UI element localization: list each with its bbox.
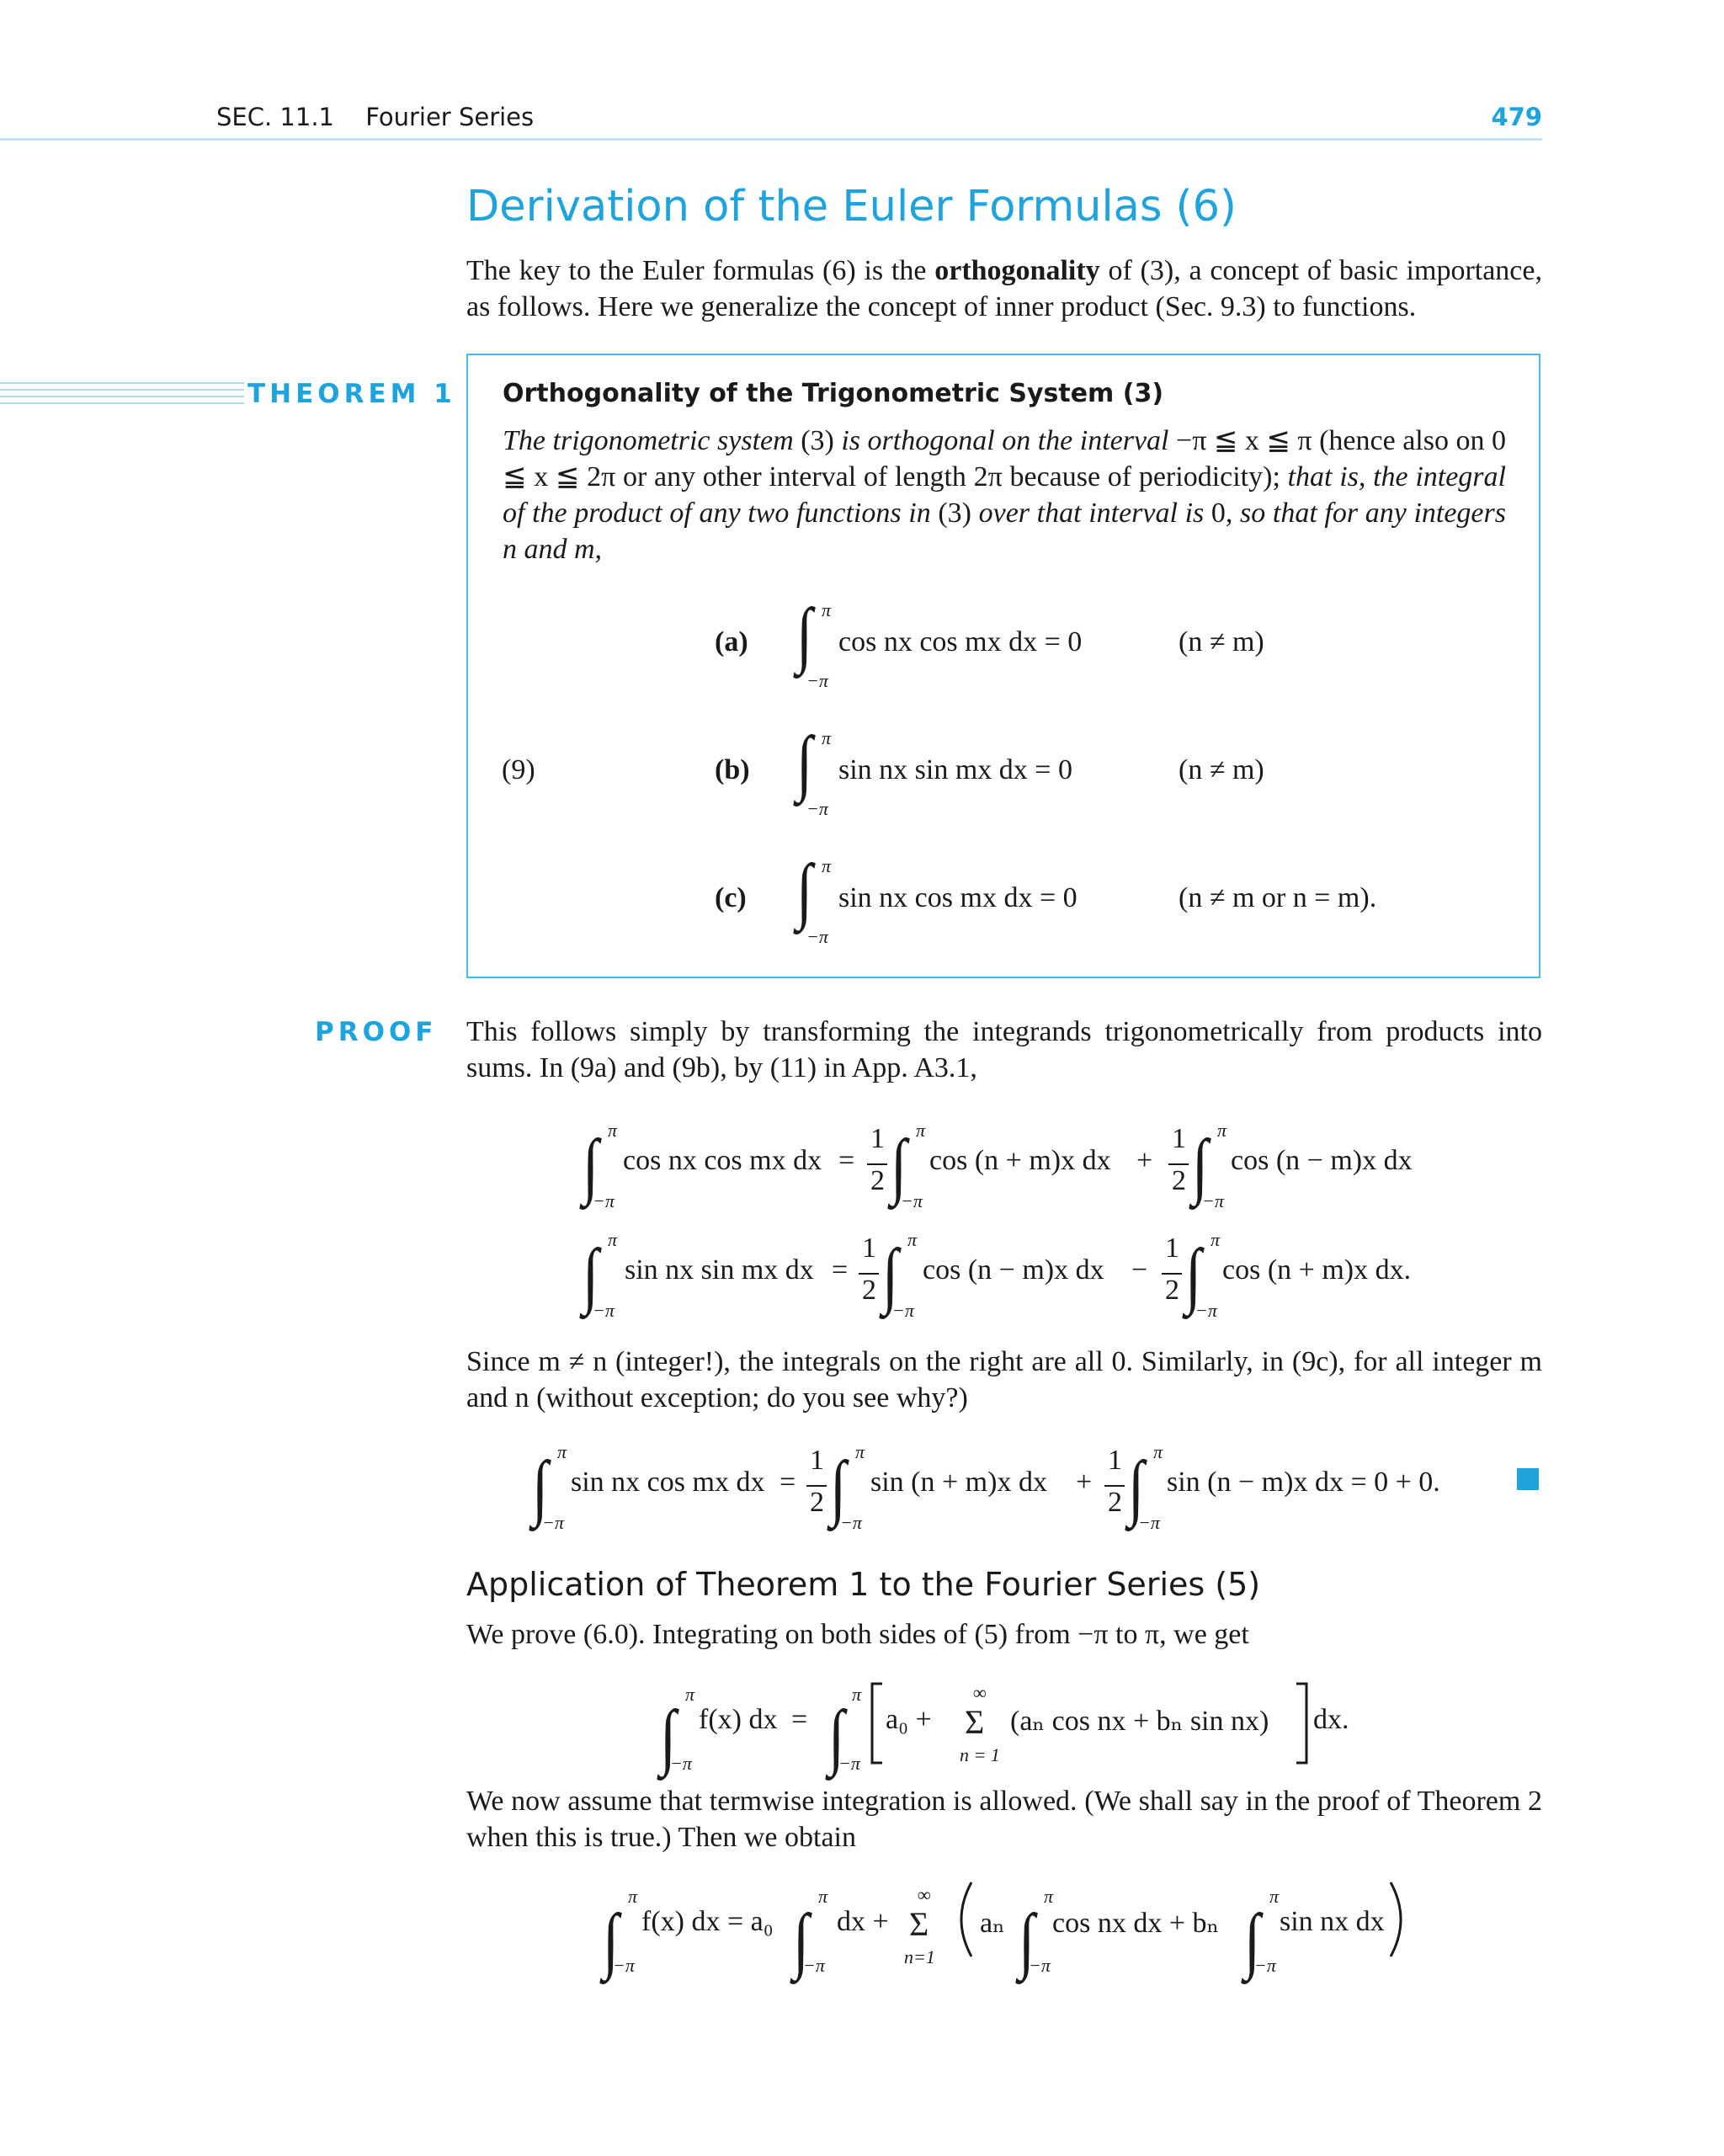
application-eq2-an: aₙ <box>980 1908 1005 1939</box>
fraction-numerator: 1 <box>1165 1232 1179 1264</box>
upper-bound: π <box>822 855 832 876</box>
proof-label: PROOF <box>315 1017 438 1047</box>
left-paren <box>961 1882 971 1956</box>
integral-sign: ∫ <box>793 1900 810 1982</box>
lower-bound: −π <box>593 1190 615 1211</box>
plus-sign: + <box>1076 1467 1093 1498</box>
page-number: 479 <box>1491 103 1542 131</box>
lower-bound: −π <box>901 1190 923 1211</box>
fraction-denominator: 2 <box>862 1275 876 1306</box>
theorem-integrand-c: sin nx cos mx dx = 0 <box>838 882 1078 913</box>
equals-sign: = <box>838 1145 855 1176</box>
integral-sign: ∫ <box>1019 1900 1035 1982</box>
proof-eq3-term1: sin (n + m)x dx <box>870 1467 1047 1498</box>
theorem-condition-c: (n ≠ m or n = m). <box>1179 882 1377 913</box>
fraction-denominator: 2 <box>1108 1487 1122 1518</box>
fraction-numerator: 1 <box>810 1445 824 1476</box>
integral-sign: ∫ <box>830 1447 847 1529</box>
equals-sign: = <box>780 1467 796 1498</box>
integral-sign: ∫ <box>660 1696 677 1778</box>
application-paragraph-2: We now assume that termwise integration is allowed. (We shall say in the proof of Theorem 2 when this is true.) Then we obtain <box>466 1786 1542 1853</box>
lower-bound: −π <box>806 926 828 947</box>
proof-paragraph-2: Since m ≠ n (integer!), the integrals on the right are all 0. Similarly, in (9c), for all integer m and n (without exception; do you see why?) <box>466 1346 1542 1413</box>
theorem-condition-a: (n ≠ m) <box>1179 626 1264 657</box>
theorem-condition-b: (n ≠ m) <box>1179 754 1264 785</box>
application-eq2-mid: cos nx dx + bₙ <box>1052 1908 1220 1939</box>
lower-bound: −π <box>593 1300 615 1321</box>
lower-bound: −π <box>670 1753 692 1774</box>
proof-eq2-term1: cos (n − m)x dx <box>923 1254 1104 1286</box>
proof-eq2-term2: cos (n + m)x dx. <box>1222 1254 1412 1286</box>
intro-text-end: of (3), a concept of basic importance, as follows. Here we generalize the concept of inner product (Sec. 9.3) to functions. <box>466 255 1542 322</box>
integral-sign: ∫ <box>891 1126 907 1207</box>
upper-bound: π <box>818 1886 828 1907</box>
integral-sign: ∫ <box>796 850 813 932</box>
lower-bound: −π <box>806 670 828 691</box>
subsection-heading: Application of Theorem 1 to the Fourier Series (5) <box>466 1566 1261 1603</box>
theorem-integrand-a: cos nx cos mx dx = 0 <box>838 626 1083 657</box>
upper-bound: π <box>1153 1441 1163 1462</box>
integral-sign: ∫ <box>1128 1447 1145 1529</box>
upper-bound: π <box>1217 1120 1227 1141</box>
integral-sign: ∫ <box>1192 1126 1209 1207</box>
section-number: SEC. 11.1 <box>216 103 334 131</box>
proof-eq2-lhs: sin nx sin mx dx <box>625 1254 814 1286</box>
lower-bound: −π <box>613 1955 635 1976</box>
application-eq1-a0: a₀ + <box>886 1704 932 1735</box>
fraction-denominator: 2 <box>1172 1165 1186 1196</box>
fraction-numerator: 1 <box>1108 1445 1122 1476</box>
item-tag-b: (b) <box>715 754 750 785</box>
upper-bound: π <box>1269 1886 1280 1907</box>
fraction-denominator: 2 <box>870 1165 885 1196</box>
upper-bound: π <box>608 1229 618 1250</box>
proof-eq1-term2: cos (n − m)x dx <box>1231 1145 1413 1176</box>
integral-sign: ∫ <box>882 1235 899 1317</box>
plus-sign: + <box>1136 1145 1153 1176</box>
integral-sign: ∫ <box>796 594 813 676</box>
fraction-numerator: 1 <box>862 1232 876 1264</box>
theorem-statement: The trigonometric system (3) is orthogonal on the interval −π ≦ x ≦ π (hence also on 0 ≦ x ≦ 2π or any other interval of length 2π because of periodicity); that is, the integral of the product of any two functions in (3) over that interval is 0, so that for any integers n and m, <box>503 425 1507 565</box>
sum-lower-limit: n = 1 <box>960 1744 1000 1765</box>
upper-bound: π <box>628 1886 638 1907</box>
upper-bound: π <box>822 727 832 748</box>
upper-bound: π <box>916 1120 926 1141</box>
integral-sign: ∫ <box>583 1126 599 1207</box>
integral-sign: ∫ <box>796 722 813 804</box>
lower-bound: −π <box>892 1300 914 1321</box>
integral-sign: ∫ <box>603 1900 620 1982</box>
application-eq1-lhs: f(x) dx <box>699 1704 778 1735</box>
theorem-title: Orthogonality of the Trigonometric System (3) <box>503 379 1164 408</box>
sum-upper-limit: ∞ <box>973 1682 987 1703</box>
integral-sign: ∫ <box>532 1447 549 1529</box>
application-eq1-sum-term: (aₙ cos nx + bₙ sin nx) <box>1010 1706 1269 1737</box>
proof-eq3-term2: sin (n − m)x dx = 0 + 0. <box>1167 1467 1440 1498</box>
minus-sign: − <box>1131 1254 1148 1286</box>
equals-sign: = <box>832 1254 849 1286</box>
theorem-integrand-b: sin nx sin mx dx = 0 <box>838 754 1072 785</box>
upper-bound: π <box>557 1441 567 1462</box>
upper-bound: π <box>855 1441 865 1462</box>
lower-bound: −π <box>1202 1190 1224 1211</box>
proof-eq3-lhs: sin nx cos mx dx <box>571 1467 765 1498</box>
intro-bold: orthogonality <box>934 255 1100 286</box>
proof-paragraph: This follows simply by transforming the integrands trigonometrically from products into sums. In (9a) and (9b), by (11) in App. A3.1, <box>466 1016 1542 1083</box>
sigma-icon: Σ <box>965 1703 985 1741</box>
upper-bound: π <box>1211 1229 1221 1250</box>
item-tag-a: (a) <box>715 626 748 657</box>
section-title: Fourier Series <box>365 103 535 131</box>
upper-bound: π <box>685 1684 695 1705</box>
upper-bound: π <box>852 1684 862 1705</box>
application-paragraph-1: We prove (6.0). Integrating on both sides of (5) from −π to π, we get <box>466 1619 1249 1650</box>
theorem-label: THEOREM 1 <box>244 379 460 409</box>
application-eq1-tail: dx. <box>1313 1704 1349 1735</box>
integral-sign: ∫ <box>1185 1235 1202 1317</box>
lower-bound: −π <box>542 1512 564 1533</box>
application-eq2-dx: dx + <box>837 1906 889 1937</box>
equation-number-9: (9) <box>502 754 535 785</box>
right-paren <box>1391 1882 1401 1956</box>
application-eq2-end: sin nx dx <box>1280 1906 1385 1937</box>
upper-bound: π <box>822 599 832 620</box>
integral-sign: ∫ <box>828 1696 845 1778</box>
upper-bound: π <box>608 1120 618 1141</box>
lower-bound: −π <box>1254 1955 1276 1976</box>
lower-bound: −π <box>1029 1955 1051 1976</box>
integral-sign: ∫ <box>583 1235 599 1317</box>
lower-bound: −π <box>1195 1300 1217 1321</box>
section-heading: Derivation of the Euler Formulas (6) <box>466 182 1237 232</box>
lower-bound: −π <box>838 1753 860 1774</box>
sigma-icon: Σ <box>909 1905 929 1943</box>
lower-bound: −π <box>840 1512 862 1533</box>
application-eq2-lhs: f(x) dx = a₀ <box>641 1906 774 1937</box>
fraction-numerator: 1 <box>870 1123 885 1154</box>
fraction-numerator: 1 <box>1172 1123 1186 1154</box>
lower-bound: −π <box>806 798 828 819</box>
item-tag-c: (c) <box>715 882 747 913</box>
lower-bound: −π <box>1138 1512 1160 1533</box>
lower-bound: −π <box>803 1955 825 1976</box>
equals-sign: = <box>791 1704 808 1735</box>
fraction-denominator: 2 <box>810 1487 824 1518</box>
sum-lower-limit: n=1 <box>904 1946 935 1967</box>
sum-upper-limit: ∞ <box>918 1884 931 1905</box>
proof-eq1-lhs: cos nx cos mx dx <box>623 1145 822 1176</box>
upper-bound: π <box>907 1229 918 1250</box>
left-square-bracket <box>872 1684 882 1763</box>
right-square-bracket <box>1296 1684 1306 1763</box>
fraction-denominator: 2 <box>1165 1275 1179 1306</box>
upper-bound: π <box>1044 1886 1054 1907</box>
integral-sign: ∫ <box>1244 1900 1261 1982</box>
intro-text: The key to the Euler formulas (6) is the <box>466 255 935 286</box>
proof-eq1-term1: cos (n + m)x dx <box>929 1145 1111 1176</box>
